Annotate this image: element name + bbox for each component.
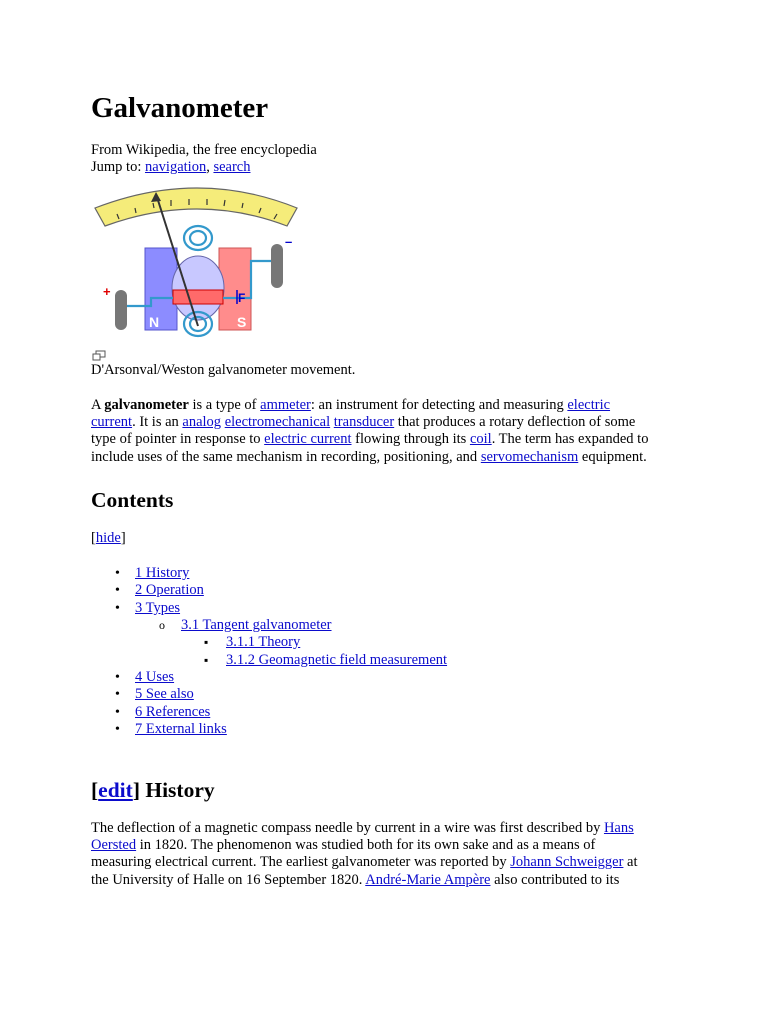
history-line-2: Oersted in 1820. The phenomenon was studied both for its own sake and as a means of [91,837,596,853]
term-bold: galvanometer [104,397,189,413]
galvanometer-diagram [91,186,306,346]
coil-link[interactable]: coil [469,431,492,447]
toc-item-operation[interactable]: 2 Operation [135,582,204,598]
intro-line-3: type of pointer in response to electric current flowing through its coil. The term has expanded to [91,431,649,447]
toc-bullet [115,565,120,583]
south-label: S [237,314,247,330]
electric-current-link-2[interactable]: electric current [264,431,352,447]
hans-oersted-link-cont[interactable]: Oersted [91,837,137,853]
intro-line-4: include uses of the same mechanism in recording, positioning, and servomechanism equipment. [91,449,647,465]
transducer-link[interactable]: transducer [333,414,395,430]
history-heading: [edit] History [91,778,215,802]
toc-bullet [115,704,120,722]
toc-item-geomagnetic[interactable]: 3.1.2 Geomagnetic field measurement [226,652,448,668]
analog-link[interactable]: analog [182,414,222,430]
toc-bullet [115,721,120,739]
toc-bullet [115,669,120,687]
history-line-4: the University of Halle on 16 September 1820. André-Marie Ampère also contributed to its [91,872,620,888]
jump-separator: , [206,159,210,175]
toc-item-references[interactable]: 6 References [135,704,211,720]
ammeter-link[interactable]: ammeter [260,397,311,413]
force-label: F [238,291,246,305]
toc-item-uses[interactable]: 4 Uses [135,669,175,685]
jump-search-link[interactable]: search [213,159,251,175]
history-line-3: measuring electrical current. The earliest galvanometer was reported by Johann Schweigger at [91,854,638,870]
electric-current-link-cont[interactable]: current [91,414,133,430]
page-title: Galvanometer [91,92,269,124]
toc-item-theory[interactable]: 3.1.1 Theory [226,634,301,650]
plus-label: + [103,284,111,299]
minus-label: – [285,234,293,249]
moving-coil [173,290,223,304]
johann-schweigger-link[interactable]: Johann Schweigger [510,854,624,870]
servomechanism-link[interactable]: servomechanism [480,449,579,465]
galvanometer-figure[interactable] [91,186,306,346]
toc-bullet [159,617,165,635]
post-left [115,290,127,330]
north-label: N [149,314,160,330]
electric-current-link[interactable]: electric [567,397,611,413]
ampere-link[interactable]: André-Marie Ampère [365,872,491,888]
jump-navigation-link[interactable]: navigation [144,159,207,175]
jump-to-line [91,159,250,177]
toc-bullet [204,634,208,652]
post-right [271,244,283,288]
toc-item-external-links[interactable]: 7 External links [135,721,227,737]
toc-bullet [115,582,120,600]
tagline: From Wikipedia, the free encyclopedia [91,142,317,158]
toc-item-types[interactable]: 3 Types [135,600,181,616]
toc-hide-toggle: [hide] [91,530,126,546]
figure-caption: D'Arsonval/Weston galvanometer movement. [91,362,356,378]
hide-link[interactable]: hide [95,530,121,546]
scale-arc [95,188,297,226]
jump-to-label: Jump to: [91,159,142,175]
toc-item-tangent-galvanometer[interactable]: 3.1 Tangent galvanometer [181,617,332,633]
toc-item-history[interactable]: 1 History [135,565,190,581]
toc-bullet [204,652,208,670]
history-line-1: The deflection of a magnetic compass needle by current in a wire was first described by Hans [91,820,634,836]
contents-heading: Contents [91,488,174,512]
intro-line-2: current. It is an analog electromechanical transducer that produces a rotary deflection of some [91,414,636,430]
toc-bullet [115,686,120,704]
intro-line-1: A galvanometer is a type of ammeter: an instrument for detecting and measuring electric [91,397,611,413]
toc-item-see-also[interactable]: 5 See also [135,686,194,702]
hans-oersted-link[interactable]: Hans [603,820,634,836]
edit-link[interactable]: edit [98,778,133,802]
electromechanical-link[interactable]: electromechanical [224,414,331,430]
enlarge-icon[interactable] [92,350,106,361]
toc-bullet [115,600,120,618]
